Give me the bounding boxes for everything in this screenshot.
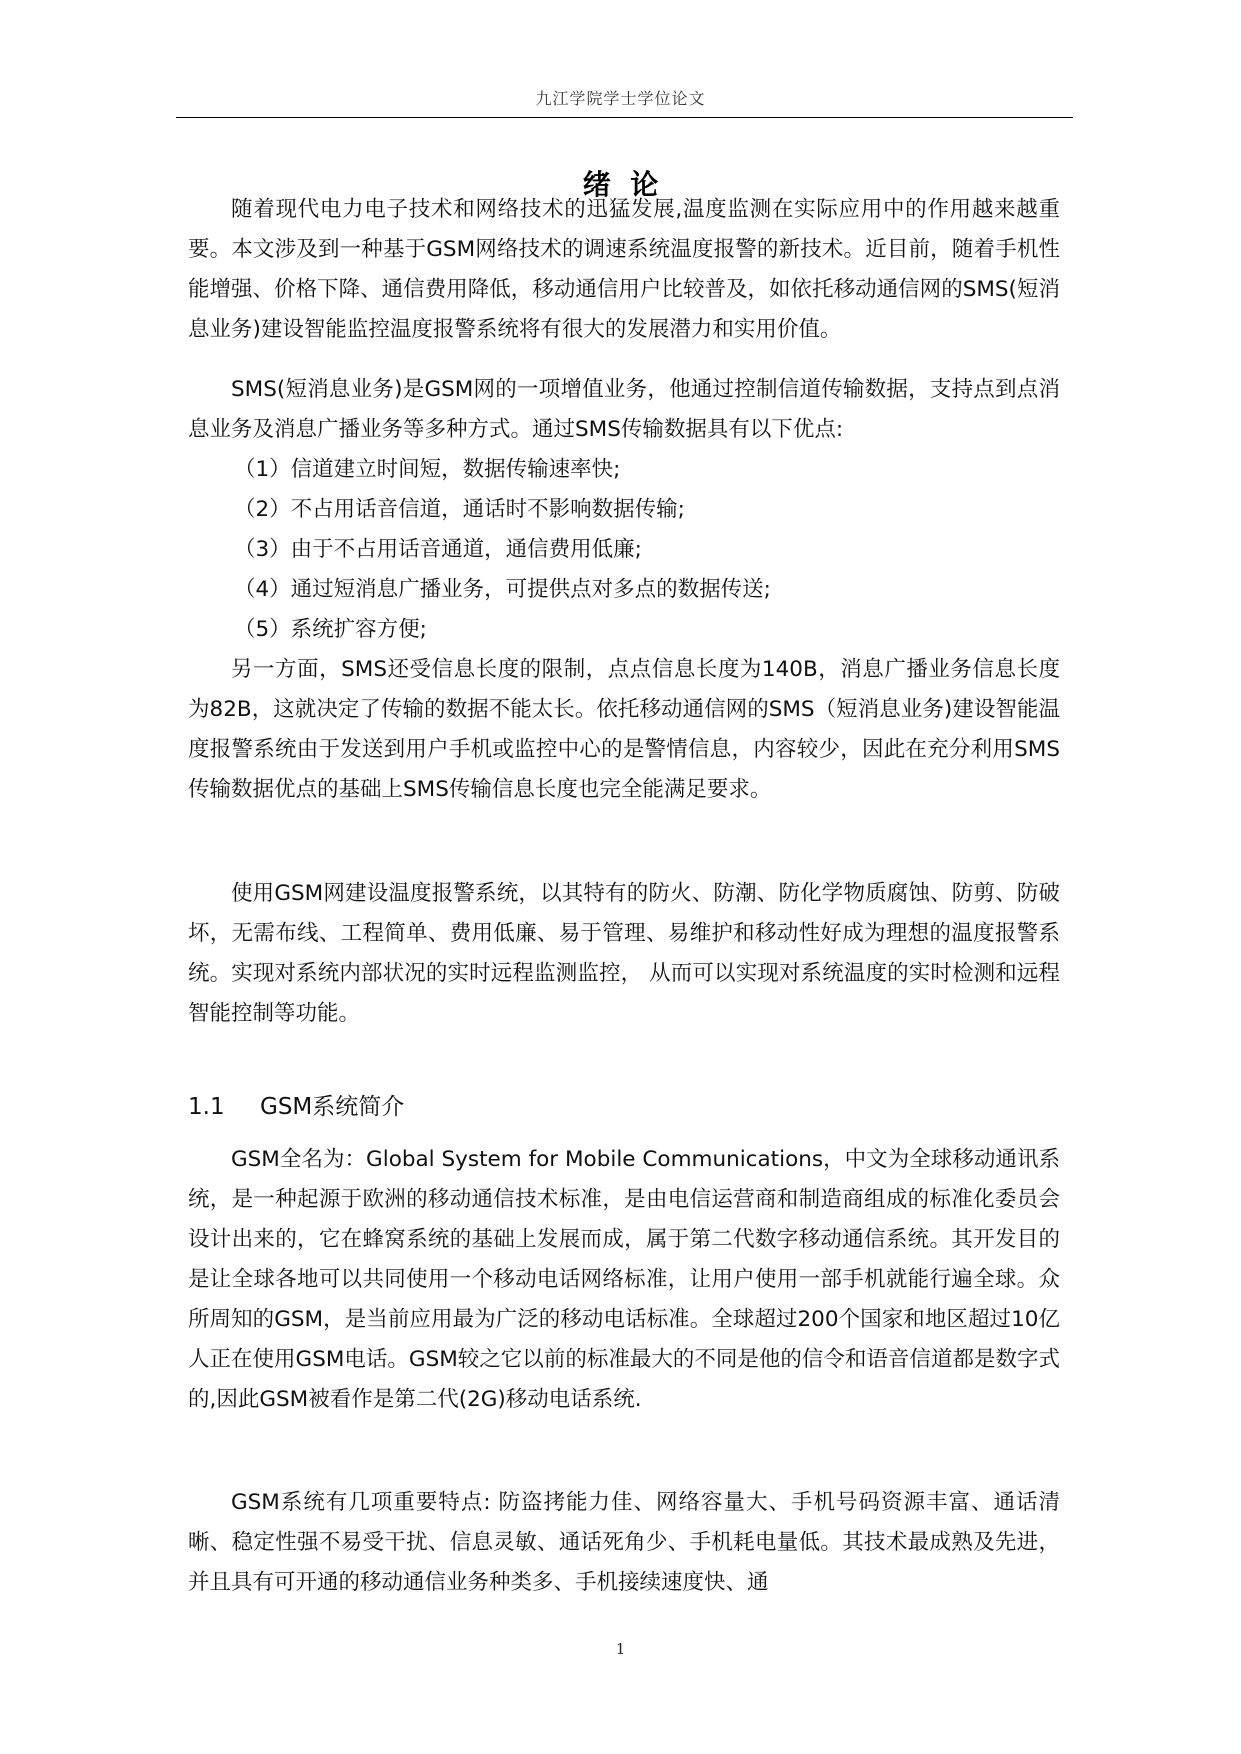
section-paragraph-1: GSM全名为：Global System for Mobile Communications，中文为全球移动通讯系统，是一种起源于欧洲的移动通信技术标准，是由电信运营商和制造商组成的标准化委员会设计出来的，它在蜂窝系统的基础上发展而成，属于第二代数字移动通信系统。其开发目的是让全球各地可以共同使用一个移动电话网络标准，让用户使用一部手机就能行遍全球。众所周知的GSM，是当前应用最为广泛的移动电话标准。全球超过200个国家和地区超过10亿人正在使用GSM电话。GSM较之它以前的标准最大的不同是他的信令和语音信道都是数字式的,因此GSM被看作是第二代(2G)移动电话系统. <box>188 1147 1060 1412</box>
section-title: GSM系统简介 <box>260 1094 405 1120</box>
list-item: （4）通过短消息广播业务，可提供点对多点的数据传送; <box>234 577 771 602</box>
intro-paragraph-1: 随着现代电力电子技术和网络技术的迅猛发展,温度监测在实际应用中的作用越来越重要。本文涉及到一种基于GSM网络技术的调速系统温度报警的新技术。近目前，随着手机性能增强、价格下降、通信费用降低，移动通信用户比较普及，如依托移动通信网的SMS(短消息业务)建设智能监控温度报警系统将有很大的发展潜力和实用价值。 <box>188 197 1060 342</box>
intro-paragraph-4: 使用GSM网建设温度报警系统，以其特有的防火、防潮、防化学物质腐蚀、防剪、防破坏，无需布线、工程简单、费用低廉、易于管理、易维护和移动性好成为理想的温度报警系统。实现对系统内部状况的实时远程监测监控， 从而可以实现对系统温度的实时检测和远程智能控制等功能。 <box>188 881 1060 1026</box>
section-number: 1.1 <box>188 1094 225 1120</box>
header-divider <box>176 117 1073 118</box>
intro-paragraph-2: SMS(短消息业务)是GSM网的一项增值业务，他通过控制信道传输数据，支持点到点消息业务及消息广播业务等多种方式。通过SMS传输数据具有以下优点: <box>188 377 1060 442</box>
list-item: （2）不占用话音信道，通话时不影响数据传输; <box>234 497 685 522</box>
section-heading <box>188 1088 404 1121</box>
list-item: （5）系统扩容方便; <box>234 617 427 642</box>
chapter-title: 绪 论 <box>582 168 659 201</box>
list-item: （3）由于不占用话音通道，通信费用低廉; <box>234 537 642 562</box>
running-header: 九江学院学士学位论文 <box>535 89 706 108</box>
intro-paragraph-3: 另一方面，SMS还受信息长度的限制，点点信息长度为140B，消息广播业务信息长度为82B，这就决定了传输的数据不能太长。依托移动通信网的SMS（短消息业务)建设智能温度报警系统由于发送到用户手机或监控中心的是警情信息，内容较少，因此在充分利用SMS传输数据优点的基础上SMS传输信息长度也完全能满足要求。 <box>188 657 1060 802</box>
page-number: 1 <box>615 1640 626 1658</box>
list-item: （1）信道建立时间短，数据传输速率快; <box>234 457 621 482</box>
section-paragraph-2: GSM系统有几项重要特点: 防盗拷能力佳、网络容量大、手机号码资源丰富、通话清晰、稳定性强不易受干扰、信息灵敏、通话死角少、手机耗电量低。其技术最成熟及先进，并且具有可开通的移动通信业务种类多、手机接续速度快、通 <box>188 1490 1060 1595</box>
